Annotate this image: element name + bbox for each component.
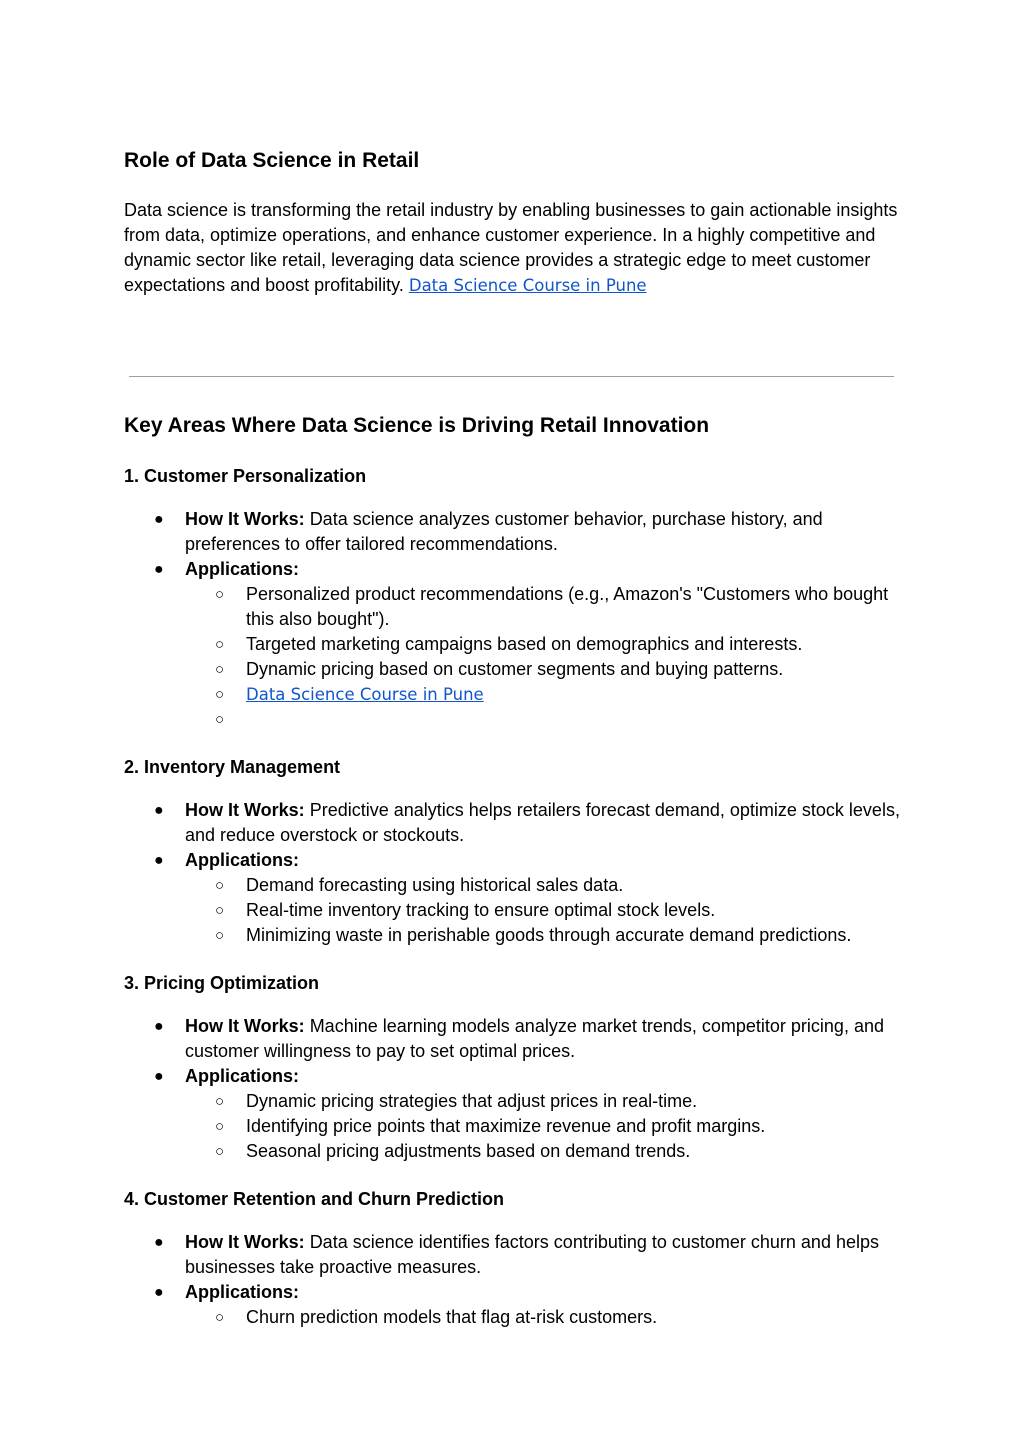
bullet-icon: ● — [154, 1068, 164, 1085]
list-item — [123, 632, 904, 657]
area-bullet-list — [124, 507, 904, 732]
list-item — [123, 1089, 904, 1114]
list-item — [124, 848, 904, 948]
application-text: Identifying price points that maximize revenue and profit margins. — [246, 1116, 766, 1136]
how-label: How It Works: — [185, 1016, 305, 1036]
how-label: How It Works: — [185, 1232, 305, 1252]
horizontal-divider — [129, 376, 894, 377]
applications-list — [185, 582, 904, 732]
bullet-icon: ● — [154, 1284, 164, 1301]
list-item — [124, 1280, 904, 1330]
hollow-bullet-icon: ○ — [215, 1143, 225, 1160]
bullet-icon: ● — [154, 561, 164, 578]
application-text: Real-time inventory tracking to ensure optimal stock levels. — [246, 900, 716, 920]
area-inventory-management — [124, 754, 904, 948]
list-item — [123, 898, 904, 923]
list-item — [123, 923, 904, 948]
area-heading: 4. Customer Retention and Churn Prediction — [124, 1189, 505, 1209]
application-text: Dynamic pricing strategies that adjust prices in real-time. — [246, 1091, 698, 1111]
hollow-bullet-icon: ○ — [215, 586, 225, 603]
hollow-bullet-icon: ○ — [215, 661, 225, 678]
applications-list — [185, 873, 904, 948]
intro-paragraph — [124, 198, 904, 298]
bullet-icon: ● — [154, 1234, 164, 1251]
area-heading: 1. Customer Personalization — [124, 466, 367, 486]
area-heading: 3. Pricing Optimization — [124, 973, 320, 993]
bullet-icon: ● — [154, 852, 164, 869]
bullet-icon: ● — [154, 1018, 164, 1035]
document-content — [124, 146, 904, 1330]
area-customer-retention — [124, 1186, 904, 1330]
applications-label: Applications: — [185, 559, 300, 579]
application-text: Minimizing waste in perishable goods through accurate demand predictions. — [246, 925, 852, 945]
applications-label: Applications: — [185, 1282, 300, 1302]
hollow-bullet-icon: ○ — [215, 1118, 225, 1135]
list-item-empty — [123, 707, 904, 732]
list-item — [123, 582, 904, 632]
hollow-bullet-icon: ○ — [215, 877, 225, 894]
how-text: Machine learning models analyze market trends, competitor pricing, and customer willingness to pay to set optimal prices. — [185, 1016, 884, 1061]
area-pricing-optimization — [124, 970, 904, 1164]
course-link[interactable]: Data Science Course in Pune — [246, 685, 484, 704]
intro-course-link[interactable]: Data Science Course in Pune — [408, 276, 647, 295]
hollow-bullet-icon: ○ — [215, 1093, 225, 1110]
applications-list — [185, 1089, 904, 1164]
application-text: Churn prediction models that flag at-risk customers. — [246, 1307, 658, 1327]
hollow-bullet-icon: ○ — [215, 636, 225, 653]
list-item — [123, 657, 904, 682]
list-item — [124, 557, 904, 732]
area-bullet-list — [124, 798, 904, 948]
list-item — [123, 682, 904, 707]
how-text: Predictive analytics helps retailers forecast demand, optimize stock levels, and reduce overstock or stockouts. — [185, 800, 900, 845]
applications-label: Applications: — [185, 1066, 300, 1086]
list-item — [123, 1305, 904, 1330]
hollow-bullet-icon: ○ — [215, 1309, 225, 1326]
application-text: Dynamic pricing based on customer segments and buying patterns. — [246, 659, 784, 679]
intro-text: Data science is transforming the retail industry by enabling businesses to gain actionable insights from data, optimize operations, and enhance customer experience. In a highly competitive and dynamic sector like retail, leveraging data science provides a strategic edge to meet customer expectations and boost profitability. — [124, 200, 898, 295]
how-label: How It Works: — [185, 509, 305, 529]
page-title: Role of Data Science in Retail — [124, 149, 420, 172]
list-item — [124, 1230, 904, 1280]
list-item — [124, 1064, 904, 1164]
list-item — [124, 507, 904, 557]
application-text: Demand forecasting using historical sales data. — [246, 875, 624, 895]
application-text: Seasonal pricing adjustments based on demand trends. — [246, 1141, 691, 1161]
list-item — [124, 798, 904, 848]
list-item — [123, 873, 904, 898]
area-heading: 2. Inventory Management — [124, 757, 341, 777]
bullet-icon: ● — [154, 802, 164, 819]
hollow-bullet-icon: ○ — [215, 902, 225, 919]
list-item — [123, 1139, 904, 1164]
applications-list — [185, 1305, 904, 1330]
hollow-bullet-icon: ○ — [215, 711, 225, 728]
applications-label: Applications: — [185, 850, 300, 870]
how-text: Data science identifies factors contributing to customer churn and helps businesses take proactive measures. — [185, 1232, 879, 1277]
hollow-bullet-icon: ○ — [215, 927, 225, 944]
area-bullet-list — [124, 1014, 904, 1164]
area-bullet-list — [124, 1230, 904, 1330]
list-item — [124, 1014, 904, 1064]
area-customer-personalization — [124, 463, 904, 732]
section-title: Key Areas Where Data Science is Driving Retail Innovation — [124, 414, 710, 437]
bullet-icon: ● — [154, 511, 164, 528]
application-text: Targeted marketing campaigns based on demographics and interests. — [246, 634, 803, 654]
application-text: Personalized product recommendations (e.g., Amazon's "Customers who bought this also bought"). — [246, 584, 889, 629]
hollow-bullet-icon: ○ — [215, 686, 225, 703]
how-label: How It Works: — [185, 800, 305, 820]
list-item — [123, 1114, 904, 1139]
how-text: Data science analyzes customer behavior, purchase history, and preferences to offer tailored recommendations. — [185, 509, 823, 554]
